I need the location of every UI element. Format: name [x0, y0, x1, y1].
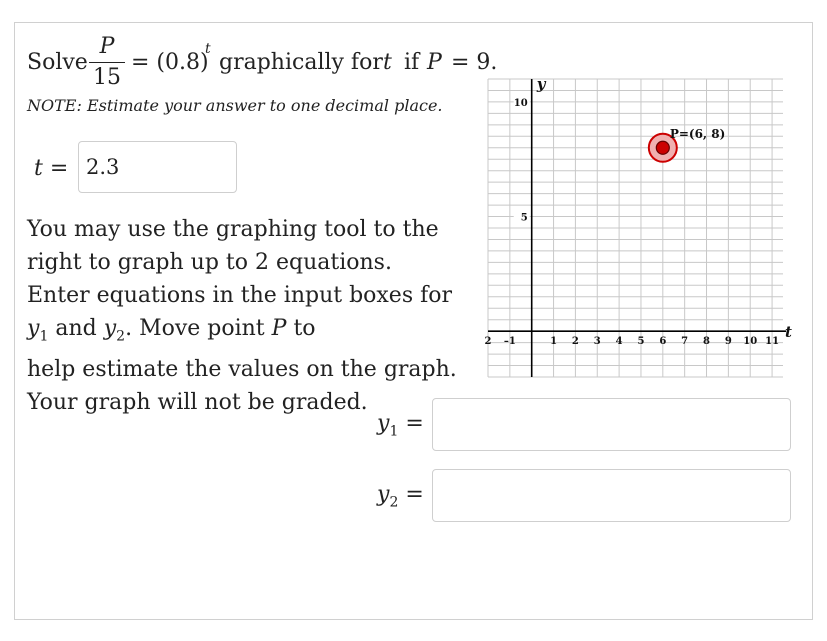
y2-label-sub: 2 [389, 494, 399, 511]
fraction-bar [89, 62, 125, 63]
y-axis-label: y [536, 75, 546, 93]
fraction-denominator: 15 [93, 65, 121, 90]
y2-label-eq: = [405, 482, 424, 507]
answer-label [34, 156, 68, 181]
y1-input[interactable] [432, 398, 791, 451]
y2-label-var: y [377, 482, 390, 507]
x-tick-label: 11 [765, 336, 780, 348]
solve-word: Solve [27, 50, 88, 75]
x-axis-label: t [785, 323, 792, 342]
point-p-handle[interactable] [656, 141, 669, 154]
problem-text-2: if [404, 50, 420, 75]
x-tick-label: 3 [593, 336, 601, 348]
point-p-label: P=(6, 8) [669, 126, 726, 141]
x-tick-label: 2 [571, 336, 579, 348]
rhs-exponent: t [205, 41, 211, 57]
x-tick-label: 10 [743, 336, 758, 348]
answer-label-eq: = [49, 156, 69, 181]
answer-input[interactable] [78, 141, 237, 193]
note-text: NOTE: Estimate your answer to one decimal place. [27, 96, 443, 115]
problem-var-t: t [383, 50, 392, 75]
y-tick-label: 10 [513, 97, 528, 109]
y-tick-label: 5 [520, 212, 528, 224]
y2-input[interactable] [432, 469, 791, 522]
fraction [89, 34, 125, 91]
graphing-tool[interactable] [484, 75, 797, 380]
y1-label-sub: 1 [389, 423, 399, 440]
x-tick-label: 5 [637, 336, 645, 348]
y1-label-var: y [377, 411, 390, 436]
x-tick-label: 9 [724, 336, 732, 348]
x-tick-label: –1 [503, 336, 516, 348]
x-tick-label: 4 [615, 336, 623, 348]
rhs-base: = (0.8) [131, 50, 209, 75]
answer-label-var: t [34, 156, 43, 181]
y1-label-eq: = [405, 411, 424, 436]
x-tick-label: 1 [550, 336, 558, 348]
instruction-line-2: right to graph up to 2 equations. [27, 250, 392, 275]
instruction-line-5: help estimate the values on the graph. [27, 357, 457, 383]
problem-var-p: P [427, 50, 442, 75]
instruction-line-6: Your graph will not be graded. [27, 390, 368, 416]
y2-label [377, 482, 424, 510]
fraction-numerator: P [99, 34, 115, 59]
x-tick-label: 8 [703, 336, 711, 348]
y1-label [377, 411, 424, 439]
problem-text-1: graphically for [219, 50, 383, 75]
instructions [27, 213, 467, 419]
x-tick-label: 7 [681, 336, 689, 348]
problem-text-3: = 9. [451, 50, 498, 75]
x-tick-label: 6 [659, 336, 667, 348]
instruction-line-1: You may use the graphing tool to the [27, 217, 439, 242]
instruction-line-3: Enter equations in the input boxes for [27, 283, 453, 308]
x-tick-label: 2 [484, 336, 492, 348]
instruction-line-4: $y_1$ and $y_2$. Move point P to [27, 316, 316, 345]
